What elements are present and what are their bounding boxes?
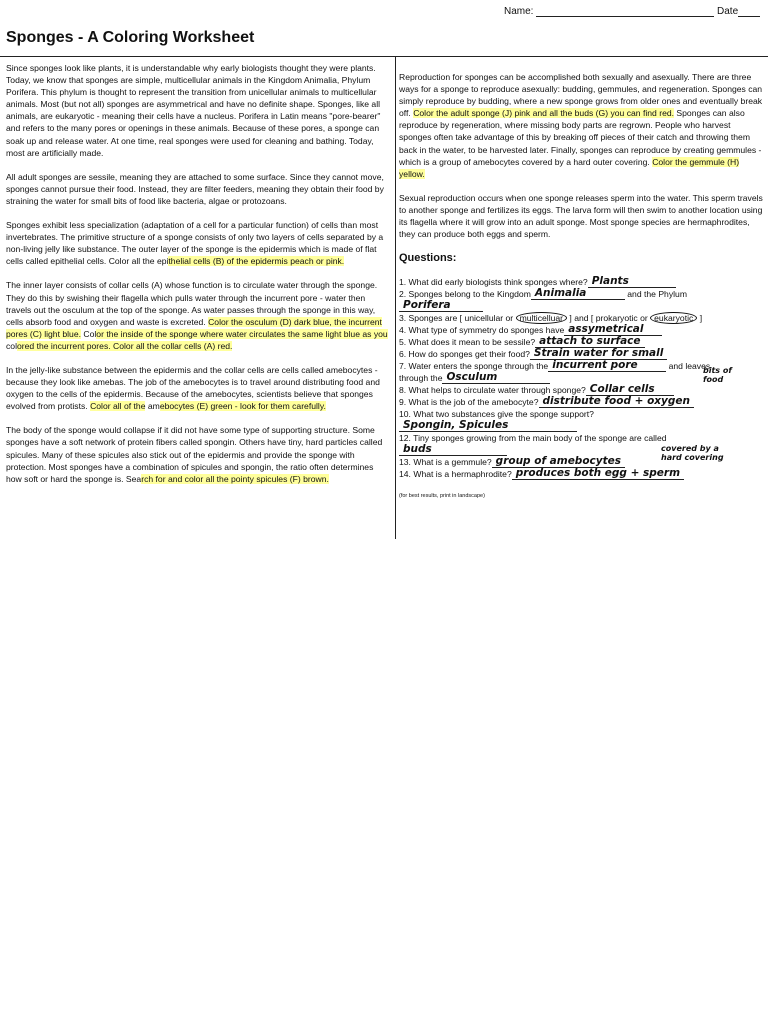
answer-2[interactable]: Animalia — [531, 288, 625, 300]
asexual-paragraph — [399, 71, 765, 180]
question-12-text: 12. Tiny sponges growing from the main body of the sponge are called — [399, 433, 667, 444]
sessile-paragraph: All adult sponges are sessile, meaning they are attached to some surface. Since they cannot move, sponges cannot pursue their food. Instead, they are filter feeders, meaning they obtain their food by straining the water for small bits of food like bacteria, algae or protozoans. — [6, 171, 384, 206]
spicules-text: The body of the sponge would collapse if it did not have some type of supporting structure. Some sponges have a soft network of protein fibers called spongin. Others have tiny, hard particles called spicules. Many of these spicules also stick out of the epidermis and provide the sponge with protection. Most sponges have a combination of spicules and spongin, the ratio often determines how soft or hard the sponge is. Sea — [6, 425, 383, 484]
answer-2b[interactable]: Porifera — [399, 300, 483, 312]
budding-instruction: Color the adult sponge (J) pink and all the buds (G) you can find red. — [413, 108, 675, 119]
question-14-text: 14. What is a hermaphrodite? — [399, 469, 512, 480]
answer-13[interactable]: group of amebocytes — [492, 456, 625, 468]
collar-text-3: col — [6, 340, 17, 351]
amebocyte-instruction-1: Color all of the — [90, 401, 146, 412]
date-blank[interactable] — [738, 7, 760, 17]
question-10-answer-line — [399, 420, 765, 432]
right-column — [399, 71, 765, 502]
print-footnote: (for best results, print in landscape) — [399, 493, 485, 500]
question-1-text: 1. What did early biologists think sponges where? — [399, 277, 588, 288]
amebocyte-text-2: am — [145, 401, 160, 412]
question-7c-text: through the — [399, 373, 443, 384]
name-date-line — [504, 6, 760, 17]
asexual-text-2: Sponges can also reproduce by regeneration, where missing body parts are regrown. People who harvest sponges often take advantage of this by breaking off pieces of their catch and throwing them back in the water, to be harvested later. Finally, sponges can reproduce by creating gemmules - which is a group of amebocytes covered by a hard outer covering. — [399, 108, 762, 167]
answer-8[interactable]: Collar cells — [586, 384, 674, 396]
answer-12[interactable]: buds — [399, 444, 507, 456]
asexual-text: Reproduction for sponges can be accomplished both sexually and asexually. There are three ways for a sponge to reproduce asexually: budding, gemmules, and regeneration. Sponges can simply reproduce by budding, where a new sponge grows from older ones and eventually break off. — [399, 72, 763, 119]
collar-text-2: Col — [81, 328, 97, 339]
date-label: Date — [717, 6, 739, 17]
gemmule-instruction: Color the gemmule (H) yellow. — [399, 156, 740, 179]
osculum-instruction: Color the osculum (D) dark blue, the incurrent pores (C) light blue. — [6, 316, 382, 339]
question-10-text: 10. What two substances give the sponge support? — [399, 409, 594, 420]
question-5-text: 5. What does it mean to be sessile? — [399, 337, 536, 348]
name-label: Name: — [504, 6, 534, 17]
answer-10[interactable]: Spongin, Spicules — [399, 420, 577, 432]
question-8-text: 8. What helps to circulate water through sponge? — [399, 385, 586, 396]
spicules-paragraph — [6, 424, 390, 484]
collar-instruction: ored the incurrent pores. Color all the collar cells (A) red. — [17, 340, 233, 351]
answer-1[interactable]: Plants — [588, 276, 676, 288]
answer-9[interactable]: distribute food + oxygen — [539, 396, 695, 408]
intro-paragraph: Since sponges look like plants, it is understandable why early biologists thought they were plants. Today, we know that sponges are simple, multicellular animals in the Kingdom Animalia, Phylum Porifera. This phylum is thought to represent the transition from unicellular animals to multicellular animals. Most (but not all) sponges are asymmetrical and have no definite shape. Sponges, like all animals, are eukaryotic - meaning their cells have a nucleus. Porifera in Latin means "pore-bearer" and refers to the many pores or openings in these animals. Because of these pores, a sponge can soak up and release water. At one time, real sponges were used for cleaning and bathing. Today, most are artificially made. — [6, 63, 381, 158]
name-blank[interactable] — [536, 7, 714, 17]
question-9-text: 9. What is the job of the amebocyte? — [399, 397, 539, 408]
answer-5[interactable]: attach to surface — [535, 336, 644, 348]
question-7-text: 7. Water enters the sponge through the — [399, 361, 549, 372]
amebocyte-instruction-2: ebocytes (E) green - look for them carefully. — [159, 401, 326, 412]
answer-3b-circled[interactable]: eukaryotic — [650, 312, 697, 324]
answer-7b[interactable]: Osculum — [442, 372, 550, 384]
answer-3a-circled[interactable]: multicelluar — [516, 312, 567, 324]
epidermis-text: Sponges exhibit less specialization (adaptation of a cell for a particular function) of cells than most invertebrates. The primitive structure of a sponge consists of only two layers of cells separated by a non-living jelly like substance. The outer layer of the sponge is the epidermis which is made of flat cells called epithelial cells. Color all the epi — [6, 220, 384, 267]
collar-text: The inner layer consists of collar cells (A) whose function is to circulate water through the sponge. They do this by swishing their flagella which pulls water through the incurrent pore - water then travels out the osculum at the top of the sponge. As water passes through the sponge in this way, cells absorb food and oxygen and waste is excreted. — [6, 280, 378, 327]
questions-heading: Questions: — [399, 252, 457, 265]
question-6-text: 6. How do sponges get their food? — [399, 349, 530, 360]
spicules-instruction: rch for and color all the pointy spicules (F) brown. — [141, 473, 329, 484]
answer-7[interactable]: incurrent pore — [548, 360, 666, 372]
sexual-paragraph: Sexual reproduction occurs when one sponge releases sperm into the water. This sperm travels to another sponge and fertilizes its eggs. The larva form will then swim to another location using its flagella where it will grow into an adult sponge. Most sponge species are hermaphrodites, they can produce both eggs and sperm. — [399, 192, 763, 240]
question-3-text-3: ] — [697, 313, 703, 324]
epithelial-instruction: thelial cells (B) of the epidermis peach or pink. — [168, 256, 345, 267]
question-7b-text: and leaves — [668, 361, 711, 372]
question-3-text-2: ] and [ prokaryotic or — [567, 313, 651, 324]
amebocyte-text: In the jelly-like substance between the epidermis and the collar cells are cells called amebocytes - because they look like amebas. The job of the amebocytes is to travel around distributing food and oxygen to the cells of the epidermis. Because of the amebocytes, scientists believe that sponges evolved from protists. — [6, 364, 380, 412]
answer-6-note: bits of food — [703, 366, 732, 384]
question-2-text: 2. Sponges belong to the Kingdom — [399, 289, 531, 300]
question-3-text: 3. Sponges are [ unicellular or — [399, 313, 516, 324]
question-2b-text: and the Phylum — [627, 289, 687, 300]
epidermis-paragraph — [6, 219, 390, 267]
question-2 — [399, 288, 765, 300]
amebocytes-paragraph — [6, 364, 390, 412]
left-column — [6, 62, 390, 497]
header-rule — [0, 56, 768, 57]
answer-4[interactable]: assymetrical — [564, 324, 662, 336]
question-12 — [399, 432, 765, 444]
answer-13-note: covered by a hard covering — [661, 444, 724, 463]
page-title: Sponges - A Coloring Worksheet — [6, 29, 255, 46]
answer-14[interactable]: produces both egg + sperm — [512, 468, 684, 480]
column-divider — [395, 56, 396, 539]
question-2-continued — [399, 300, 765, 312]
answer-6[interactable]: Strain water for small — [530, 348, 667, 360]
question-14 — [399, 468, 765, 480]
inside-instruction: or the inside of the sponge where water circulates the same light blue as you — [96, 328, 388, 339]
question-9 — [399, 396, 765, 408]
question-4-text: 4. What type of symmetry do sponges have — [399, 325, 565, 336]
question-13-text: 13. What is a gemmule? — [399, 457, 492, 468]
collar-cells-paragraph — [6, 279, 390, 352]
